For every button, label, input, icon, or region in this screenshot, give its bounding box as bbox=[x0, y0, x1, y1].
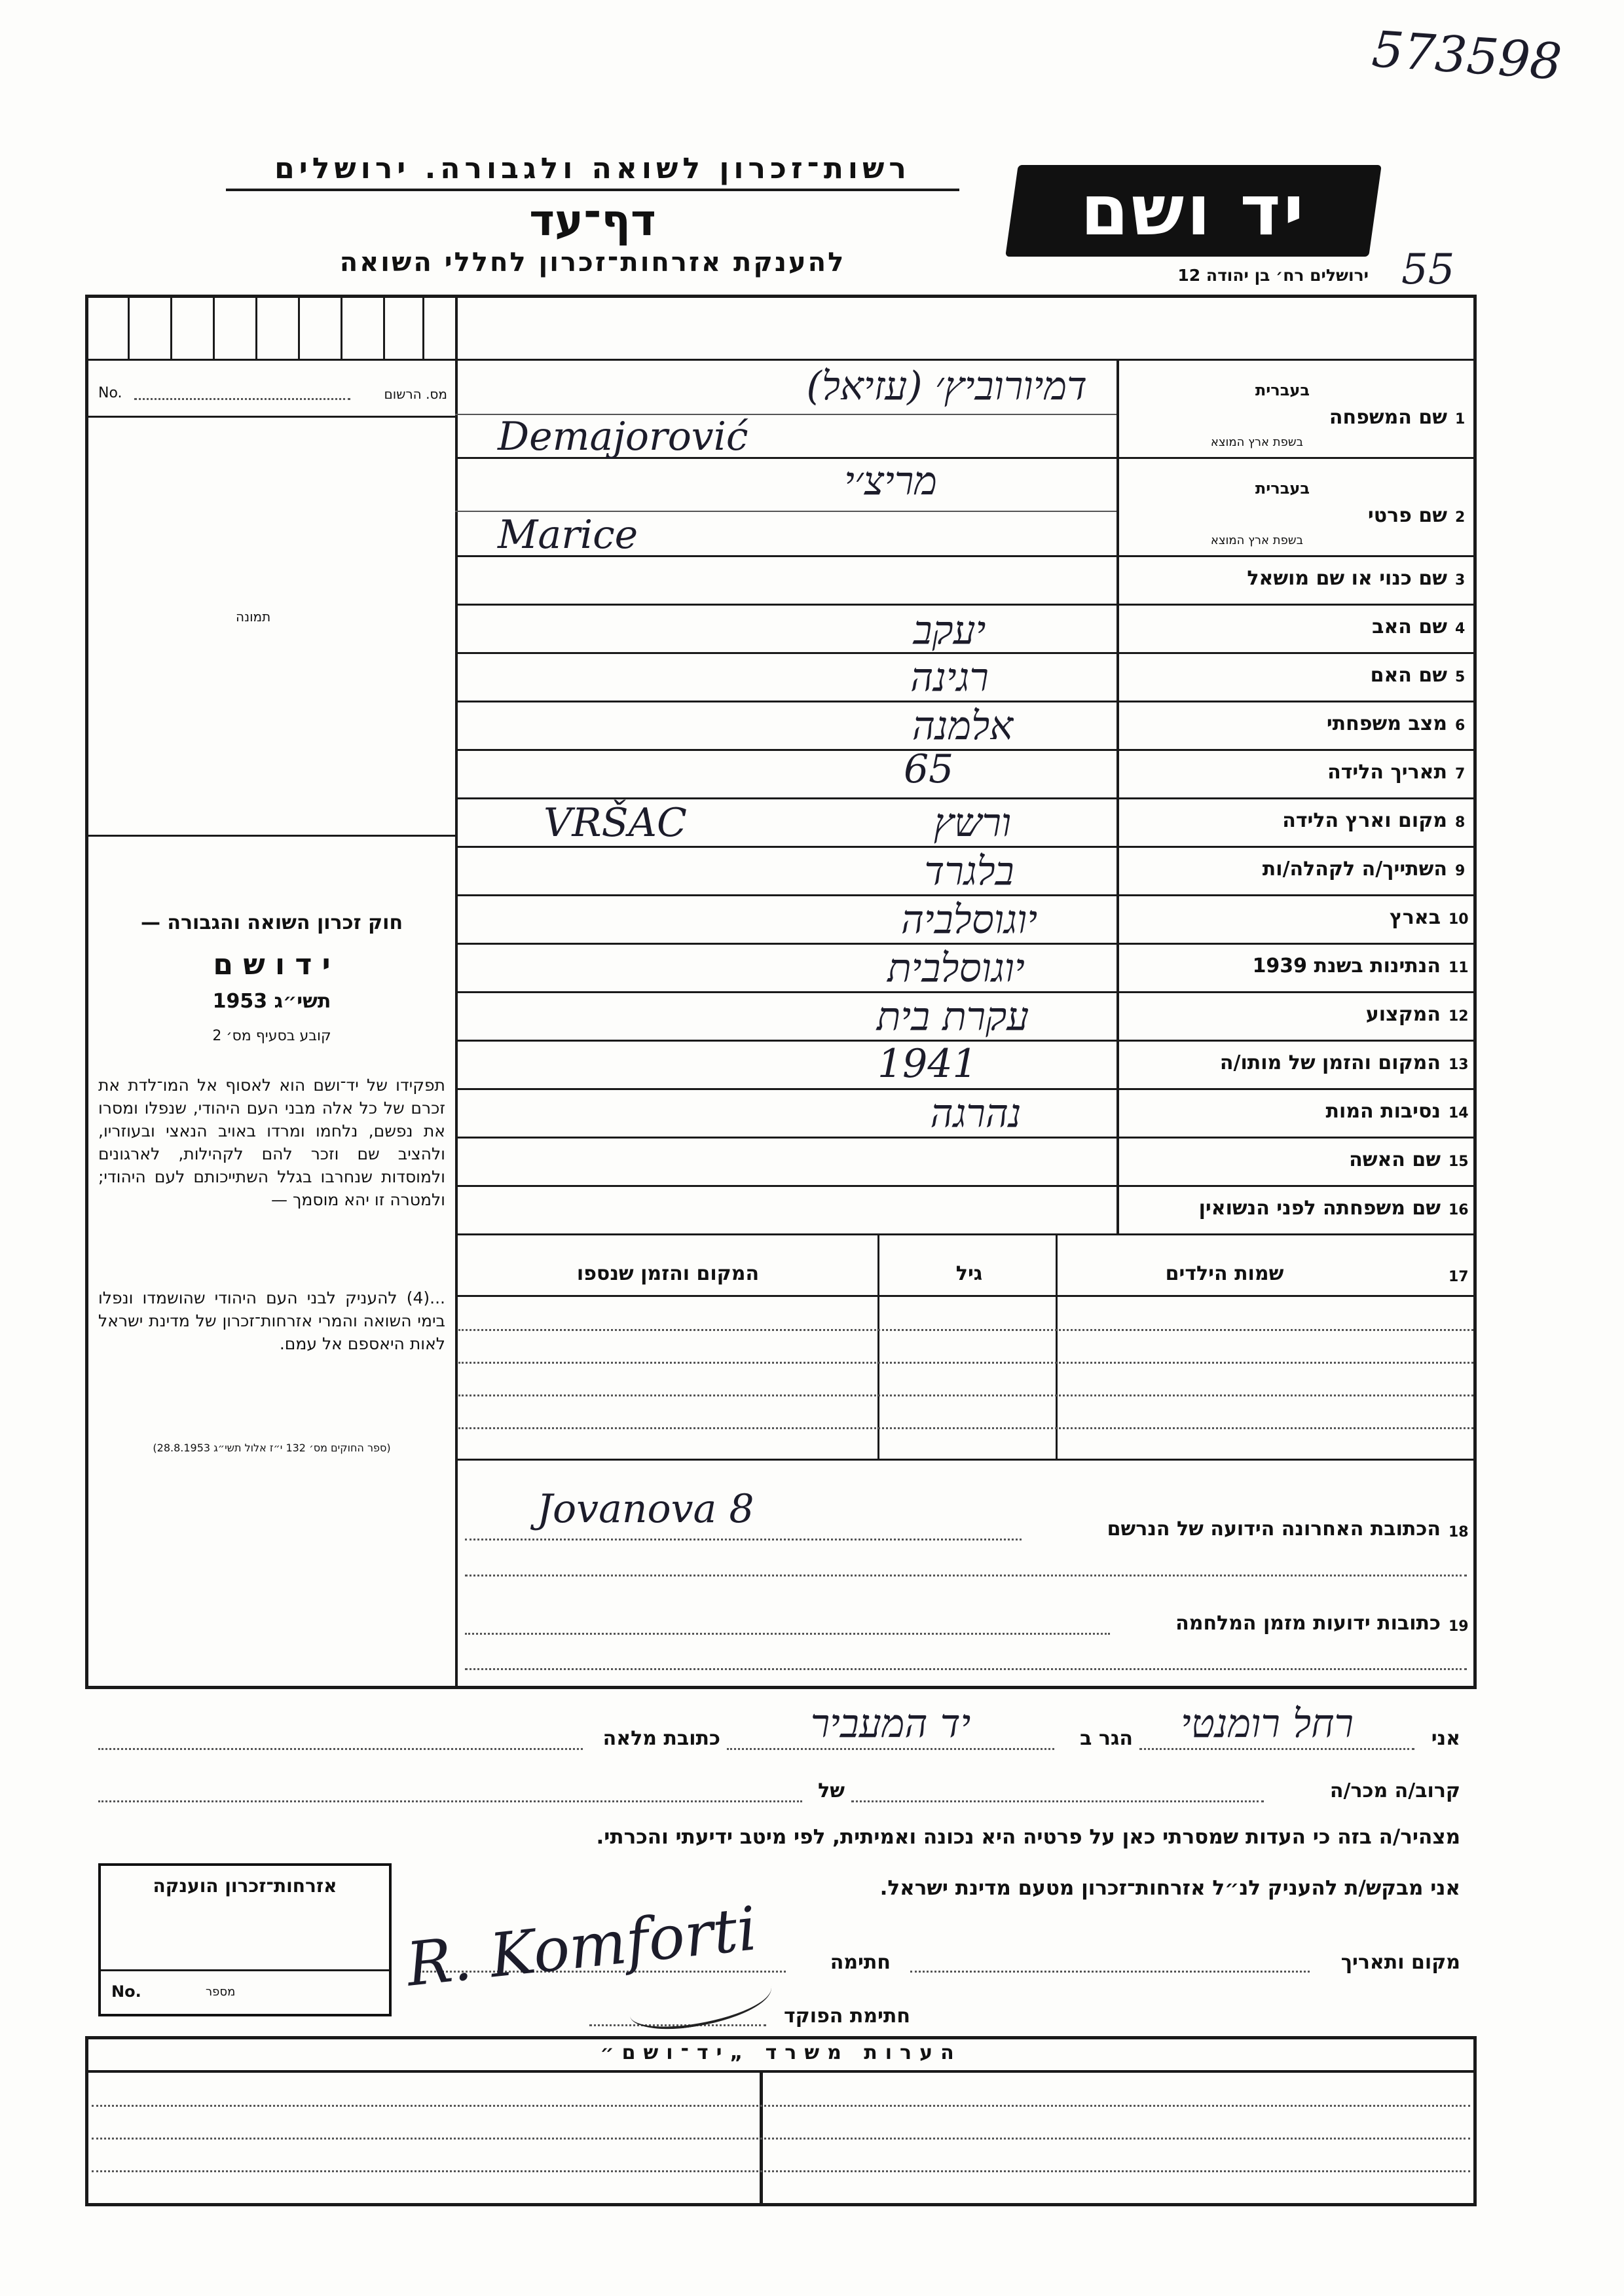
remarks-row-2 bbox=[92, 2138, 1470, 2140]
photo-bottom bbox=[88, 835, 457, 837]
sidebar-divider bbox=[455, 295, 458, 1686]
logo-text: יד ושם bbox=[1080, 170, 1306, 251]
field-12-label: המקצוע bbox=[1365, 1003, 1441, 1026]
field-15-number: 15 bbox=[1449, 1154, 1469, 1170]
field-2-label: שם פרטי bbox=[1367, 504, 1447, 527]
remarks-right bbox=[1473, 2036, 1477, 2206]
law-title: חוק זכרון השואה והגבורה — bbox=[140, 911, 403, 934]
field-7-value: 65 bbox=[904, 746, 954, 792]
remarks-row-1 bbox=[92, 2105, 1470, 2107]
field-11-number: 11 bbox=[1449, 960, 1469, 976]
place-date-dots bbox=[910, 1971, 1310, 1973]
regbox-v7 bbox=[383, 298, 385, 359]
officer-signature-label: חתימת הפוקד bbox=[784, 2005, 910, 2028]
regbox-v2 bbox=[170, 298, 172, 359]
regbox-v8 bbox=[422, 298, 424, 359]
stamp-number-label: מספר bbox=[206, 1985, 236, 1999]
logo-address: ירושלים רח׳ בן יהודה 12 bbox=[1177, 266, 1369, 285]
sep-8 bbox=[455, 846, 1477, 848]
sep-6 bbox=[455, 749, 1477, 751]
field-1-label: שם המשפחה bbox=[1329, 406, 1447, 429]
resides-value: יד המעביר bbox=[810, 1701, 971, 1747]
field-10-value: יוגוסלביה bbox=[900, 897, 1038, 943]
field-2-sub-origin: בשפת ארץ המוצא bbox=[1210, 534, 1303, 547]
page-number: 55 bbox=[1401, 246, 1455, 294]
law-text-1: תפקידו של יד־ושם הוא לאסוף אל המו־לדת את זכרם של כל אלה מבני העם היהודי, שנפלו ומסרו את נפשם, נלחמו ומרדו באויב הנאצי ובעוזריו, ולהציב שם וזכר להם לקהילות, לארגונים ולמוסדות שנחרבו בגלל השתייכותם לעם היהודי; ולמטרה זו יהא מוסמך — bbox=[98, 1076, 445, 1209]
no-label: No. bbox=[98, 385, 122, 401]
archive-number: 573598 bbox=[1370, 19, 1564, 92]
field-1-value-origin: Demajorović bbox=[498, 414, 748, 460]
regbox-bottom bbox=[85, 359, 457, 361]
field-13-number: 13 bbox=[1449, 1057, 1469, 1073]
law-section: קובע בסעיף מס׳ 2 bbox=[212, 1028, 331, 1044]
remarks-title: הערות משרד „יד־ושם״ bbox=[600, 2041, 962, 2064]
resides-label: הגר ב bbox=[1080, 1727, 1133, 1750]
field-10-number: 10 bbox=[1449, 911, 1469, 928]
field-6-number: 6 bbox=[1455, 718, 1466, 734]
field-2-number: 2 bbox=[1455, 509, 1466, 526]
law-reference: (ספר החוקים מס׳ 132 י״ז אלול תשי״ג 28.8.1953) bbox=[153, 1442, 391, 1454]
field-8-value-latin: VRŠAC bbox=[544, 800, 687, 846]
label-column-divider bbox=[1116, 359, 1119, 1235]
field-18-value: Jovanova 8 bbox=[537, 1486, 754, 1532]
field-4-number: 4 bbox=[1455, 621, 1466, 637]
field-12-value: עקרת בית bbox=[876, 994, 1029, 1040]
children-row-3 bbox=[458, 1394, 1473, 1396]
field-16-number: 16 bbox=[1449, 1202, 1469, 1218]
frame-top bbox=[85, 295, 1477, 298]
form-title: דף־עד bbox=[529, 195, 656, 246]
remarks-center bbox=[760, 2073, 763, 2206]
regbox-v5 bbox=[298, 298, 300, 359]
field-9-value: בלגרד bbox=[924, 848, 1014, 894]
sep-5 bbox=[455, 701, 1477, 702]
field-12-number: 12 bbox=[1449, 1008, 1469, 1025]
authority-title: רשות־זכרון לשואה ולגבורה. ירושלים bbox=[274, 152, 911, 185]
declarant-signature: R. Komforti bbox=[403, 1893, 760, 2000]
declarant-label: אני bbox=[1431, 1727, 1460, 1750]
of-label: של bbox=[818, 1779, 845, 1802]
field-5-value: רגינה bbox=[910, 655, 989, 701]
field-18-number: 18 bbox=[1449, 1524, 1469, 1540]
sep-13 bbox=[455, 1088, 1477, 1090]
field-4-label: שם האב bbox=[1372, 615, 1447, 638]
signature-label: חתימה bbox=[830, 1951, 891, 1974]
children-col-2 bbox=[1056, 1233, 1058, 1460]
full-address-label: כתובת מלאה bbox=[602, 1727, 720, 1750]
law-year: תשי״ג 1953 bbox=[212, 990, 331, 1013]
field-13-label: המקום והזמן של מותו/ה bbox=[1219, 1051, 1441, 1074]
children-bottom bbox=[455, 1459, 1477, 1461]
authority-underline bbox=[226, 189, 959, 191]
declaration-text: מצהיר/ה בזה כי העדות שמסרתי כאן על פרטיה היא נכונה ואמיתית, לפי מיטב ידיעתי והכרתי. bbox=[596, 1825, 1460, 1849]
children-header-place: המקום והזמן שנספו bbox=[576, 1262, 760, 1285]
registration-label: מס. הרשום bbox=[384, 386, 447, 402]
field-6-label: מצב משפחתי bbox=[1326, 712, 1447, 735]
of-dots bbox=[98, 1800, 802, 1802]
sep-15 bbox=[455, 1185, 1477, 1187]
sep-3 bbox=[455, 604, 1477, 606]
field-2-sub-hebrew: בעברית bbox=[1255, 479, 1310, 498]
children-row-1 bbox=[458, 1329, 1473, 1331]
children-row-4 bbox=[458, 1427, 1473, 1429]
frame-left bbox=[85, 295, 88, 1689]
stamp-divider bbox=[101, 1969, 389, 1971]
field-15-label: שם האשה bbox=[1349, 1148, 1441, 1171]
full-address-dots bbox=[98, 1748, 583, 1750]
sep-9 bbox=[455, 894, 1477, 896]
regbox-v6 bbox=[341, 298, 342, 359]
relative-dots bbox=[851, 1800, 1264, 1802]
stamp-title: אזרחות־זכרון הוענקה bbox=[153, 1875, 337, 1897]
field-2-value-hebrew: מריצ׳י bbox=[844, 458, 937, 504]
regbox-v3 bbox=[213, 298, 215, 359]
law-name: י ד ו ש ם bbox=[213, 948, 331, 981]
field-19-label: כתובות ידועות מזמן המלחמה bbox=[1175, 1612, 1441, 1635]
field-9-number: 9 bbox=[1455, 863, 1466, 879]
field-8-label: מקום וארץ הלידה bbox=[1282, 809, 1447, 832]
sep-10 bbox=[455, 943, 1477, 945]
field-18-label: הכתובת האחרונה הידועה של הנרשם bbox=[1107, 1518, 1441, 1540]
field-3-number: 3 bbox=[1455, 572, 1466, 589]
children-row-2 bbox=[458, 1362, 1473, 1364]
sep-14 bbox=[455, 1137, 1477, 1139]
remarks-bottom bbox=[85, 2203, 1477, 2206]
remarks-row-3 bbox=[92, 2170, 1470, 2172]
field-19-dots-2 bbox=[465, 1668, 1467, 1670]
field-7-number: 7 bbox=[1455, 766, 1466, 782]
field-1-sub-hebrew: בעברית bbox=[1255, 381, 1310, 399]
field-3-label: שם כנוי או שם מושאל bbox=[1247, 567, 1447, 590]
field-14-label: נסיבות המות bbox=[1325, 1100, 1441, 1123]
field-8-number: 8 bbox=[1455, 814, 1466, 831]
field-row-top bbox=[455, 359, 1477, 361]
field-5-number: 5 bbox=[1455, 669, 1466, 685]
field-8-value: ורשץ bbox=[933, 800, 1012, 846]
field-14-number: 14 bbox=[1449, 1105, 1469, 1121]
field-18-dots bbox=[465, 1539, 1022, 1540]
field-16-label: שם משפחתה לפני הנשואין bbox=[1198, 1197, 1441, 1220]
field-2-value-origin: Marice bbox=[498, 512, 638, 558]
relative-label: קרוב/ה מכר/ה bbox=[1329, 1779, 1460, 1802]
form-subtitle: להענקת אזרחות־זכרון לחללי השואה bbox=[339, 247, 846, 278]
field-6-value: אלמנה bbox=[912, 703, 1014, 749]
sep-7 bbox=[455, 797, 1477, 799]
field-17-number: 17 bbox=[1449, 1269, 1469, 1285]
photo-top bbox=[88, 416, 457, 418]
field-13-value: 1941 bbox=[877, 1041, 978, 1087]
children-header-age: גיל bbox=[955, 1262, 983, 1285]
yad-vashem-logo bbox=[1005, 165, 1382, 257]
field-11-label: הנתינות בשנת 1939 bbox=[1252, 955, 1441, 977]
field-11-value: יוגוסלבית bbox=[887, 945, 1025, 991]
field-18-dots-2 bbox=[465, 1575, 1467, 1576]
stamp-no: No. bbox=[111, 1982, 141, 2001]
field-7-label: תאריך הלידה bbox=[1327, 761, 1447, 784]
regbox-v1 bbox=[128, 298, 130, 359]
frame-bottom bbox=[85, 1686, 1477, 1689]
photo-label: תמונה bbox=[236, 609, 271, 625]
children-header-bottom bbox=[455, 1295, 1477, 1297]
citizenship-stamp-box bbox=[98, 1863, 392, 2016]
field-5-label: שם האם bbox=[1370, 664, 1447, 687]
declarant-name: רחל רומנטי bbox=[1181, 1701, 1354, 1747]
sep-16 bbox=[455, 1233, 1477, 1235]
regbox-v4 bbox=[255, 298, 257, 359]
field-1-number: 1 bbox=[1455, 411, 1466, 428]
field-1-value-hebrew: דמיורוביץ׳ (עזיאל) bbox=[806, 363, 1087, 409]
declarant-dots bbox=[1139, 1748, 1414, 1750]
field-9-label: השתייך/ה לקהלה/ות bbox=[1262, 858, 1447, 881]
children-col-1 bbox=[877, 1233, 879, 1460]
no-dots bbox=[134, 398, 350, 400]
field-19-dots bbox=[465, 1633, 1110, 1635]
field-10-label: בארץ bbox=[1389, 906, 1441, 929]
sep-11 bbox=[455, 991, 1477, 993]
field-1-sub-origin: בשפת ארץ המוצא bbox=[1210, 435, 1303, 449]
law-text-2: ...(4) להעניק לבני העם היהודי שהושמדו ונפלו בימי השואה והמרי אזרחות־זכרון של מדינת ישראל לאות היאספם אל עמם. bbox=[98, 1288, 445, 1353]
field-4-value: יעקב bbox=[913, 608, 986, 653]
resides-dots bbox=[727, 1748, 1054, 1750]
request-text: אני מבקש/ת להעניק לנ״ל אזרחות־זכרון מטעם מדינת ישראל. bbox=[879, 1876, 1460, 1900]
children-header-names: שמות הילדים bbox=[1165, 1262, 1284, 1285]
remarks-left bbox=[85, 2036, 88, 2206]
field-14-value: נהרגה bbox=[930, 1091, 1022, 1137]
field-19-number: 19 bbox=[1449, 1618, 1469, 1635]
place-date-label: מקום ותאריך bbox=[1340, 1951, 1460, 1974]
remarks-title-bottom bbox=[85, 2070, 1477, 2073]
remarks-top bbox=[85, 2036, 1477, 2039]
